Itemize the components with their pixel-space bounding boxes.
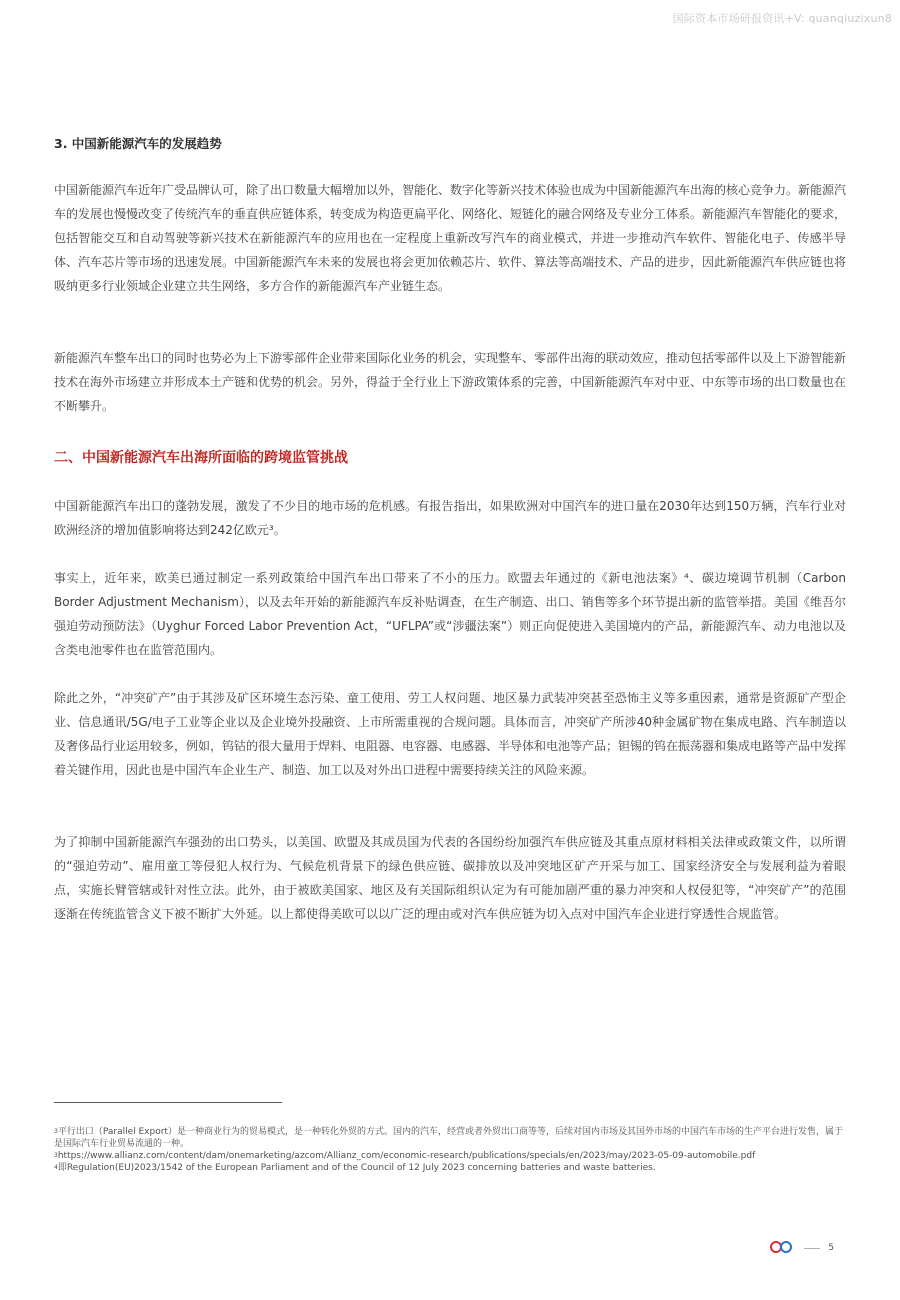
footnote-item <box>54 1150 846 1162</box>
footnote-divider <box>54 1102 282 1103</box>
paragraph-regulatory-2: 事实上，近年来，欧美已通过制定一系列政策给中国汽车出口带来了不小的压力。欧盟去年通过的《新电池法案》⁴、碳边境调节机制（Carbon Border Adjustment Mechanism），以及去年开始的新能源汽车反补贴调查，在生产制造、出口、销售等多个环节提出新的监管举措。美国《维吾尔强迫劳动预防法》（Uyghur Forced Labor Prevention Act，“UFLPA”或“涉疆法案”）则正向促使进入美国境内的产品，新能源汽车、动力电池以及含类电池零件也在监管范围内。 <box>54 571 846 657</box>
page-footer <box>770 1240 834 1256</box>
page-number: 5 <box>828 1243 834 1253</box>
footnote-link[interactable]: https://www.allianz.com/content/dam/onemarketing/azcom/Allianz_com/economic-research/publications/specials/en/2023/may/2023-05-09-automobile.pdf <box>57 1151 756 1161</box>
footnote-text: 即Regulation(EU)2023/1542 of the European Parliament and of the Council of 12 July 2023 concerning batteries and waste batteries. <box>57 1163 656 1173</box>
footnote-number: 3 <box>54 1128 58 1135</box>
footer-dash <box>804 1248 820 1249</box>
watermark: 国际资本市场研报资讯+V: quanqiuzixun8 <box>672 12 892 25</box>
footnote-item <box>54 1162 846 1174</box>
footnote-text: 平行出口（Parallel Export）是一种商业行为的贸易模式，是一种转化外贸的方式。国内的汽车，经营或者外贸出口商等等，后续对国内市场及其国外市场的中国汽车市场的生产平台进行发售，属于是国际汽车行业贸易流通的一种。 <box>54 1127 843 1149</box>
footnote-number: 3 <box>54 1152 58 1159</box>
paragraph-trends-1: 中国新能源汽车近年广受品牌认可，除了出口数量大幅增加以外，智能化、数字化等新兴技术体验也成为中国新能源汽车出海的核心竞争力。新能源汽车的发展也慢慢改变了传统汽车的垂直供应链体系，转变成为构造更扁平化、网络化、短链化的融合网络及专业分工体系。新能源汽车智能化的要求，包括智能交互和自动驾驶等新兴技术在新能源汽车的应用也在一定程度上重新改写汽车的商业模式，并进一步推动汽车软件、智能化电子、传感半导体、汽车芯片等市场的迅速发展。中国新能源汽车未来的发展也将会更加依赖芯片、软件、算法等高端技术、产品的进步，因此新能源汽车供应链也将吸纳更多行业领域企业建立共生网络，多方合作的新能源汽车产业链生态。 <box>54 183 847 293</box>
footnotes <box>54 1126 846 1174</box>
paragraph-regulatory-1: 中国新能源汽车出口的蓬勃发展，激发了不少目的地市场的危机感。有报告指出，如果欧洲对中国汽车的进口量在2030年达到150万辆，汽车行业对欧洲经济的增加值影响将达到242亿欧元³。 <box>54 499 846 537</box>
paragraph-trends-2: 新能源汽车整车出口的同时也势必为上下游零部件企业带来国际化业务的机会，实现整车、零部件出海的联动效应，推动包括零部件以及上下游智能新技术在海外市场建立并形成本土产链和优势的机会。另外，得益于全行业上下游政策体系的完善，中国新能源汽车对中亚、中东等市场的出口数量也在不断攀升。 <box>54 351 847 413</box>
section-heading-trends: 3. 中国新能源汽车的发展趋势 <box>54 136 222 151</box>
footnote-number: 4 <box>54 1164 58 1171</box>
section-heading-regulatory-challenges: 二、中国新能源汽车出海所面临的跨境监管挑战 <box>54 450 348 466</box>
paragraph-regulatory-3: 除此之外，“冲突矿产”由于其涉及矿区环境生态污染、童工使用、劳工人权问题、地区暴力武装冲突甚至恐怖主义等多重因素，通常是资源矿产型企业、信息通讯/5G/电子工业等企业以及企业境外投融资、上市所需重视的合规问题。具体而言，冲突矿产所涉40种金属矿物在集成电路、汽车制造以及奢侈品行业运用较多，例如，钨钴的很大量用于焊料、电阻器、电容器、电感器、半导体和电池等产品；钽锡的钨在振荡器和集成电路等产品中发挥着关键作用，因此也是中国汽车企业生产、制造、加工以及对外出口进程中需要持续关注的风险来源。 <box>54 691 847 777</box>
footnote-item <box>54 1126 846 1150</box>
paragraph-regulatory-4: 为了抑制中国新能源汽车强劲的出口势头，以美国、欧盟及其成员国为代表的各国纷纷加强汽车供应链及其重点原材料相关法律或政策文件，以所谓的“强迫劳动”、雇用童工等侵犯人权行为、气候危机背景下的绿色供应链、碳排放以及冲突地区矿产开采与加工、国家经济安全与发展利益为着眼点，实施长臂管辖或针对性立法。此外，由于被欧美国家、地区及有关国际组织认定为有可能加剧严重的暴力冲突和人权侵犯等，“冲突矿产”的范围逐渐在传统监管含义下被不断扩大外延。以上都使得美欧可以以广泛的理由或对汽车供应链为切入点对中国汽车企业进行穿透性合规监管。 <box>54 835 846 921</box>
brand-logo-icon <box>770 1241 796 1255</box>
